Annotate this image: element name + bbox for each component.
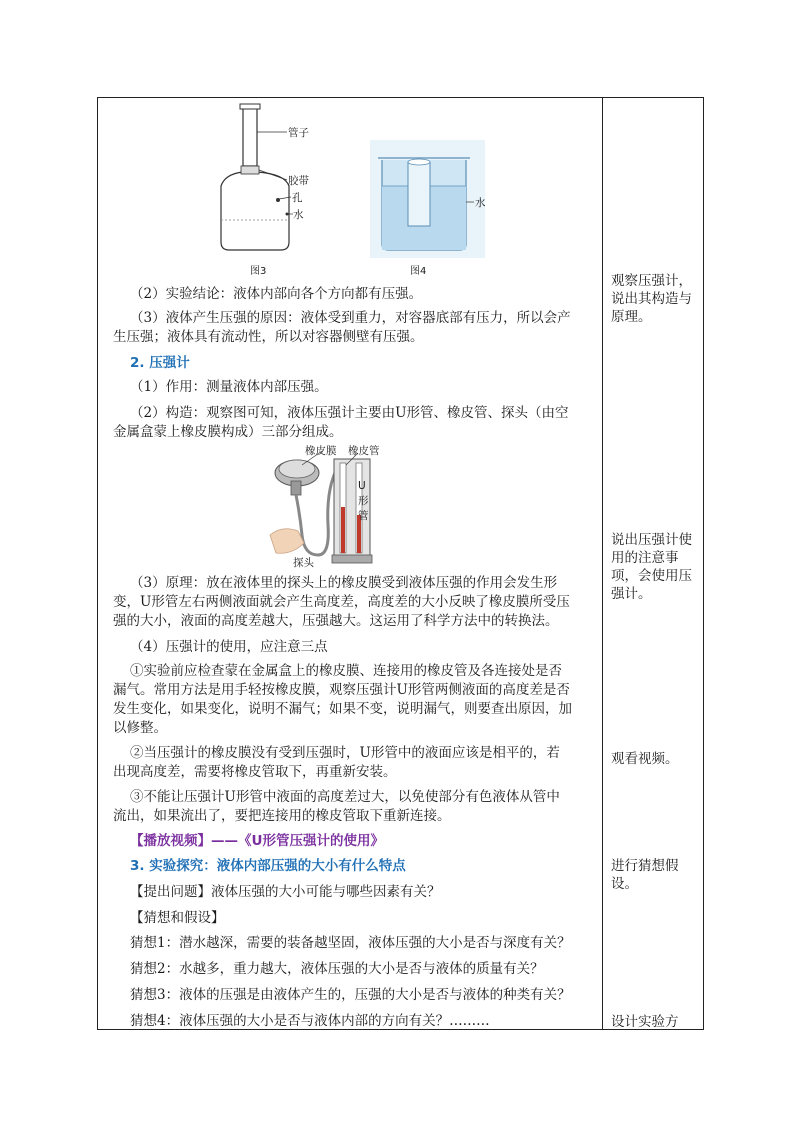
fig3-label-tape: 胶带: [288, 175, 309, 187]
fig4-label-water: 水: [475, 197, 486, 209]
side-note-1-line-2: 说出其构造与: [611, 291, 692, 307]
side-note-1-line-3: 原理。: [611, 309, 652, 325]
point-1-text-4: 以修整。: [113, 720, 167, 736]
point-1-text-2: 漏气。常用方法是用手轻按橡皮膜，观察压强计U形管两侧液面的高度差是否: [113, 682, 570, 698]
section-heading-3: 3. 实验探究：液体内部压强的大小有什么特点: [130, 858, 406, 874]
side-note-4-line-1: 进行猜想假: [611, 858, 679, 874]
gauge-label-u: U: [358, 480, 366, 492]
gauge-label-probe: 探头: [293, 557, 314, 569]
function-text: （1）作用：测量液体内部压强。: [130, 379, 328, 395]
side-note-2-line-4: 强计。: [611, 586, 652, 602]
section-heading-2: 2. 压强计: [130, 355, 190, 371]
cause-text-1: （3）液体产生压强的原因：液体受到重力，对容器底部有压力，所以会产: [130, 310, 571, 326]
side-note-5: 设计实验方: [611, 1014, 679, 1030]
point-3-text-2: 流出，如果流出了，要把连接用的橡皮管取下重新连接。: [113, 808, 451, 824]
principle-text-3: 强的大小，液面的高度差越大，压强越大。这运用了科学方法中的转换法。: [113, 613, 559, 629]
cause-text-2: 生压强；液体具有流动性，所以对容器侧壁有压强。: [113, 329, 424, 345]
side-note-1: [611, 272, 699, 326]
guess-2-text: 猜想2：水越多，重力越大，液体压强的大小是否与液体的质量有关？: [130, 961, 544, 977]
point-3-text-1: ③不能让压强计U形管中液面的高度差过大，以免使部分有色液体从管中: [130, 789, 560, 805]
fig4-caption: 图4: [410, 266, 427, 277]
guess-1-text: 猜想1：潜水越深，需要的装备越坚固，液体压强的大小是否与深度有关？: [130, 935, 571, 951]
side-note-4-line-2: 设。: [611, 876, 638, 892]
usage-text: （4）压强计的使用，应注意三点: [130, 639, 328, 655]
conclusion-text: （2）实验结论：液体内部向各个方向都有压强。: [130, 286, 423, 302]
principle-text-1: （3）原理：放在液体里的探头上的橡皮膜受到液体压强的作用会发生形: [130, 575, 558, 591]
side-note-2: [611, 531, 699, 603]
side-note-4: [611, 857, 699, 893]
gauge-label-rubber-tube: 橡皮管: [348, 445, 380, 457]
point-2-text-1: ②当压强计的橡皮膜没有受到压强时，U形管中的液面应该是相平的，若: [130, 745, 560, 761]
structure-text-2: 金属盒蒙上橡皮膜构成）三部分组成。: [113, 424, 343, 440]
fig3-caption: 图3: [250, 266, 267, 277]
side-note-1-line-1: 观察压强计，: [611, 273, 692, 289]
structure-text-1: （2）构造：观察图可知，液体压强计主要由U形管、橡皮管、探头（由空: [130, 405, 569, 421]
side-note-2-line-2: 用的注意事: [611, 550, 679, 566]
gauge-label-tube: 管: [358, 510, 369, 522]
gauge-label-membrane: 橡皮膜: [305, 445, 337, 457]
guess-3-text: 猜想3：液体的压强是由液体产生的，压强的大小是否与液体的种类有关？: [130, 987, 571, 1003]
side-note-2-line-1: 说出压强计使: [611, 532, 692, 548]
side-note-3: 观看视频。: [611, 751, 679, 767]
question-text: 【提出问题】液体压强的大小可能与哪些因素有关？: [130, 884, 441, 900]
point-2-text-2: 出现高度差，需要将橡皮管取下，再重新安装。: [113, 764, 397, 780]
principle-text-2: 变，U形管左右两侧液面就会产生高度差，高度差的大小反映了橡皮膜所受压: [113, 594, 570, 610]
gauge-label-shape: 形: [358, 495, 369, 507]
point-1-text-1: ①实验前应检查蒙在金属盒上的橡皮膜、连接用的橡皮管及各连接处是否: [130, 663, 562, 679]
hypothesis-heading: 【猜想和假设】: [130, 910, 225, 926]
fig3-label-hole: 孔: [292, 192, 303, 204]
figure-4-beaker: [370, 140, 485, 258]
point-1-text-3: 发生变化，如果变化，说明不漏气；如果不变，说明漏气，则要查出原因，加: [113, 701, 572, 717]
guess-4-text: 猜想4：液体压强的大小是否与液体内部的方向有关？………: [130, 1013, 490, 1029]
fig3-label-water: 水: [293, 209, 304, 221]
column-divider: [602, 97, 603, 1030]
fig3-label-tube: 管子: [288, 127, 309, 139]
side-note-2-line-3: 项，会使用压: [611, 568, 692, 584]
play-video-link[interactable]: 【播放视频】——《U形管压强计的使用》: [130, 833, 384, 849]
